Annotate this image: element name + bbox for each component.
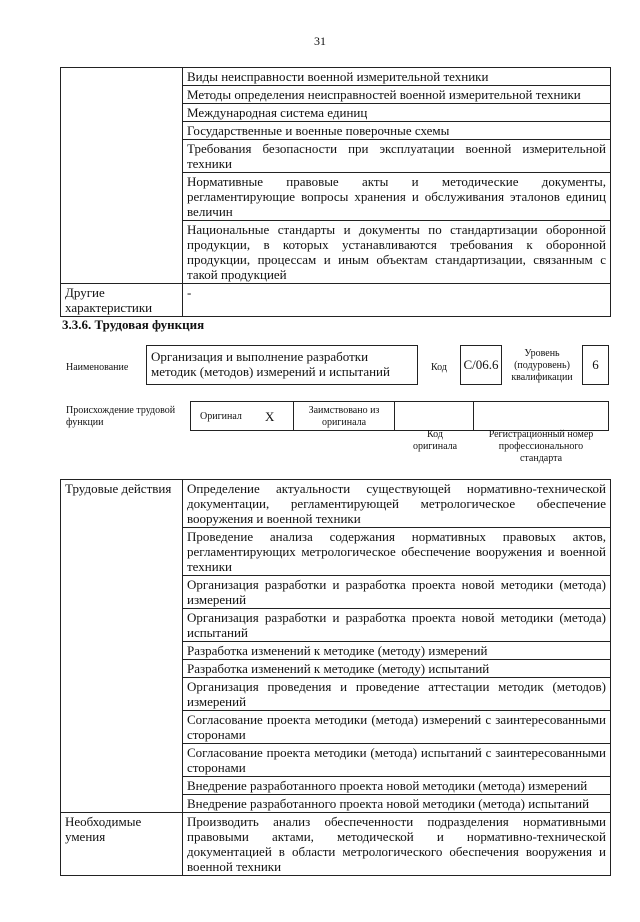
function-name-box: Организация и выполнение разработки методик (методов) измерений и испытаний [146, 345, 418, 385]
other-characteristics-label: Другие характеристики [61, 284, 183, 317]
reg-number-cell [473, 401, 609, 431]
action-item: Организация разработки и разработка проекта новой методики (метода) испытаний [183, 609, 611, 642]
knowledge-item: Требования безопасности при эксплуатации военной измерительной техники [183, 140, 611, 173]
action-item: Разработка изменений к методике (методу) испытаний [183, 660, 611, 678]
origin-label: Происхождение трудовой функции [66, 405, 176, 428]
code-original-label: Код оригинала [412, 429, 458, 452]
action-item: Разработка изменений к методике (методу) измерений [183, 642, 611, 660]
skills-label: Необходимые умения [61, 813, 183, 876]
original-mark: X [265, 409, 275, 424]
table-row [61, 68, 611, 86]
action-item: Согласование проекта методики (метода) испытаний с заинтересованными сторонами [183, 744, 611, 777]
knowledge-item: Государственные и военные поверочные схемы [183, 122, 611, 140]
reg-number-label: Регистрационный номер профессионального стандарта [488, 429, 594, 464]
function-code-box: С/06.6 [460, 345, 502, 385]
knowledge-item: Международная система единиц [183, 104, 611, 122]
page-number: 31 [314, 34, 326, 48]
original-cell [190, 401, 294, 431]
action-item: Организация разработки и разработка проекта новой методики (метода) измерений [183, 576, 611, 609]
borrowed-cell: Заимствовано из оригинала [293, 401, 395, 431]
skill-item: Производить анализ обеспеченности подразделения нормативными правовыми актами, методической и нормативно-технической документацией в области метрологического обеспечения вооружения и военной техники [183, 813, 611, 876]
actions-label: Трудовые действия [61, 480, 183, 813]
action-item: Определение актуальности существующей нормативно-технической документации, регламентирующей метрологическое обеспечение вооружения и военной техники [183, 480, 611, 528]
knowledge-table [60, 67, 611, 317]
name-label: Наименование [66, 362, 129, 373]
action-item: Внедрение разработанного проекта новой методики (метода) испытаний [183, 795, 611, 813]
actions-table [60, 479, 611, 876]
knowledge-label-cell [61, 68, 183, 284]
section-heading: 3.3.6. Трудовая функция [62, 317, 205, 332]
knowledge-item: Виды неисправности военной измерительной техники [183, 68, 611, 86]
code-label: Код [431, 362, 447, 373]
level-label: Уровень (подуровень) квалификации [511, 348, 573, 383]
level-value-box: 6 [582, 345, 609, 385]
table-row [61, 813, 611, 876]
other-characteristics-value: - [183, 284, 611, 317]
table-row [61, 284, 611, 317]
knowledge-item: Нормативные правовые акты и методические документы, регламентирующие вопросы хранения и обслуживания эталонов единиц величин [183, 173, 611, 221]
knowledge-item: Национальные стандарты и документы по стандартизации оборонной продукции, в которых устанавливаются требования к оборонной продукции, процессам и иным объектам стандартизации, связанным с такой продукцией [183, 221, 611, 284]
original-label: Оригинал [200, 411, 242, 422]
knowledge-item: Методы определения неисправностей военной измерительной техники [183, 86, 611, 104]
action-item: Согласование проекта методики (метода) измерений с заинтересованными сторонами [183, 711, 611, 744]
action-item: Организация проведения и проведение аттестации методик (методов) измерений [183, 678, 611, 711]
action-item: Проведение анализа содержания нормативных правовых актов, регламентирующих метрологическое обеспечение вооружения и военной техники [183, 528, 611, 576]
table-row [61, 480, 611, 528]
code-original-cell [394, 401, 474, 431]
action-item: Внедрение разработанного проекта новой методики (метода) измерений [183, 777, 611, 795]
